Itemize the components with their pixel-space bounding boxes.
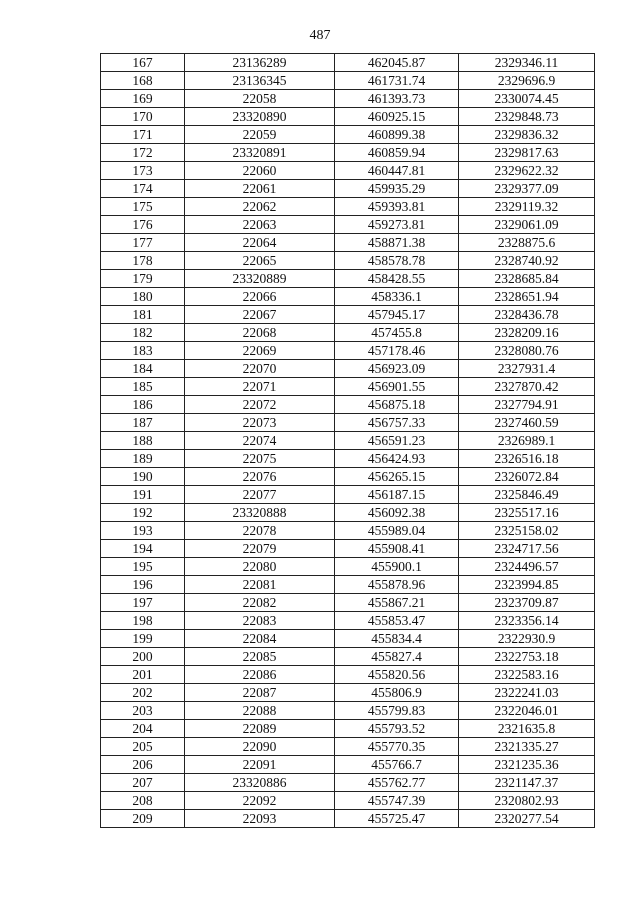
point-id-cell: 22058: [185, 90, 335, 108]
y-coordinate-cell: 2327460.59: [459, 414, 595, 432]
table-row: [101, 720, 595, 738]
row-number-cell: 205: [101, 738, 185, 756]
table-row: [101, 342, 595, 360]
point-id-cell: 22083: [185, 612, 335, 630]
y-coordinate-cell: 2327931.4: [459, 360, 595, 378]
y-coordinate-cell: 2323994.85: [459, 576, 595, 594]
row-number-cell: 207: [101, 774, 185, 792]
y-coordinate-cell: 2322753.18: [459, 648, 595, 666]
row-number-cell: 186: [101, 396, 185, 414]
table-row: [101, 612, 595, 630]
y-coordinate-cell: 2320802.93: [459, 792, 595, 810]
table-row: [101, 162, 595, 180]
y-coordinate-cell: 2320277.54: [459, 810, 595, 828]
table-row: [101, 252, 595, 270]
table-row: [101, 270, 595, 288]
table-row: [101, 324, 595, 342]
x-coordinate-cell: 460859.94: [335, 144, 459, 162]
table-body: [101, 54, 595, 828]
row-number-cell: 202: [101, 684, 185, 702]
row-number-cell: 179: [101, 270, 185, 288]
table-row: [101, 126, 595, 144]
y-coordinate-cell: 2321235.36: [459, 756, 595, 774]
point-id-cell: 22059: [185, 126, 335, 144]
row-number-cell: 167: [101, 54, 185, 72]
y-coordinate-cell: 2322241.03: [459, 684, 595, 702]
y-coordinate-cell: 2329817.63: [459, 144, 595, 162]
table-row: [101, 504, 595, 522]
x-coordinate-cell: 455834.4: [335, 630, 459, 648]
row-number-cell: 185: [101, 378, 185, 396]
point-id-cell: 22062: [185, 198, 335, 216]
row-number-cell: 203: [101, 702, 185, 720]
y-coordinate-cell: 2326989.1: [459, 432, 595, 450]
y-coordinate-cell: 2323356.14: [459, 612, 595, 630]
x-coordinate-cell: 458578.78: [335, 252, 459, 270]
y-coordinate-cell: 2324717.56: [459, 540, 595, 558]
point-id-cell: 22091: [185, 756, 335, 774]
y-coordinate-cell: 2324496.57: [459, 558, 595, 576]
row-number-cell: 188: [101, 432, 185, 450]
y-coordinate-cell: 2330074.45: [459, 90, 595, 108]
row-number-cell: 180: [101, 288, 185, 306]
table-row: [101, 468, 595, 486]
y-coordinate-cell: 2322046.01: [459, 702, 595, 720]
table-row: [101, 522, 595, 540]
row-number-cell: 200: [101, 648, 185, 666]
point-id-cell: 22066: [185, 288, 335, 306]
table-row: [101, 666, 595, 684]
y-coordinate-cell: 2328209.16: [459, 324, 595, 342]
row-number-cell: 209: [101, 810, 185, 828]
row-number-cell: 175: [101, 198, 185, 216]
table-row: [101, 648, 595, 666]
point-id-cell: 22087: [185, 684, 335, 702]
point-id-cell: 23320891: [185, 144, 335, 162]
y-coordinate-cell: 2328080.76: [459, 342, 595, 360]
table-row: [101, 810, 595, 828]
y-coordinate-cell: 2322583.16: [459, 666, 595, 684]
row-number-cell: 208: [101, 792, 185, 810]
row-number-cell: 194: [101, 540, 185, 558]
table-row: [101, 756, 595, 774]
table-row: [101, 198, 595, 216]
x-coordinate-cell: 461731.74: [335, 72, 459, 90]
y-coordinate-cell: 2326072.84: [459, 468, 595, 486]
x-coordinate-cell: 455827.4: [335, 648, 459, 666]
x-coordinate-cell: 456901.55: [335, 378, 459, 396]
y-coordinate-cell: 2329696.9: [459, 72, 595, 90]
y-coordinate-cell: 2329119.32: [459, 198, 595, 216]
x-coordinate-cell: 460447.81: [335, 162, 459, 180]
row-number-cell: 197: [101, 594, 185, 612]
x-coordinate-cell: 457455.8: [335, 324, 459, 342]
table-row: [101, 288, 595, 306]
x-coordinate-cell: 459935.29: [335, 180, 459, 198]
x-coordinate-cell: 455799.83: [335, 702, 459, 720]
point-id-cell: 22072: [185, 396, 335, 414]
table-row: [101, 144, 595, 162]
row-number-cell: 204: [101, 720, 185, 738]
point-id-cell: 22060: [185, 162, 335, 180]
table-row: [101, 378, 595, 396]
point-id-cell: 23136345: [185, 72, 335, 90]
x-coordinate-cell: 458336.1: [335, 288, 459, 306]
row-number-cell: 196: [101, 576, 185, 594]
y-coordinate-cell: 2329848.73: [459, 108, 595, 126]
x-coordinate-cell: 462045.87: [335, 54, 459, 72]
row-number-cell: 177: [101, 234, 185, 252]
y-coordinate-cell: 2321635.8: [459, 720, 595, 738]
y-coordinate-cell: 2321335.27: [459, 738, 595, 756]
table-row: [101, 234, 595, 252]
table-row: [101, 702, 595, 720]
y-coordinate-cell: 2328740.92: [459, 252, 595, 270]
point-id-cell: 22074: [185, 432, 335, 450]
table-row: [101, 594, 595, 612]
row-number-cell: 206: [101, 756, 185, 774]
table-row: [101, 72, 595, 90]
row-number-cell: 169: [101, 90, 185, 108]
x-coordinate-cell: 456424.93: [335, 450, 459, 468]
table-row: [101, 108, 595, 126]
x-coordinate-cell: 461393.73: [335, 90, 459, 108]
y-coordinate-cell: 2327794.91: [459, 396, 595, 414]
y-coordinate-cell: 2325517.16: [459, 504, 595, 522]
point-id-cell: 23320890: [185, 108, 335, 126]
row-number-cell: 192: [101, 504, 185, 522]
point-id-cell: 22076: [185, 468, 335, 486]
point-id-cell: 22089: [185, 720, 335, 738]
row-number-cell: 184: [101, 360, 185, 378]
x-coordinate-cell: 455770.35: [335, 738, 459, 756]
row-number-cell: 193: [101, 522, 185, 540]
table-row: [101, 576, 595, 594]
y-coordinate-cell: 2327870.42: [459, 378, 595, 396]
y-coordinate-cell: 2329836.32: [459, 126, 595, 144]
point-id-cell: 22085: [185, 648, 335, 666]
point-id-cell: 22092: [185, 792, 335, 810]
x-coordinate-cell: 456875.18: [335, 396, 459, 414]
point-id-cell: 23320889: [185, 270, 335, 288]
point-id-cell: 22070: [185, 360, 335, 378]
page-number: 487: [309, 28, 331, 43]
x-coordinate-cell: 458871.38: [335, 234, 459, 252]
y-coordinate-cell: 2329622.32: [459, 162, 595, 180]
x-coordinate-cell: 455900.1: [335, 558, 459, 576]
x-coordinate-cell: 456092.38: [335, 504, 459, 522]
x-coordinate-cell: 460925.15: [335, 108, 459, 126]
point-id-cell: 22081: [185, 576, 335, 594]
x-coordinate-cell: 455820.56: [335, 666, 459, 684]
y-coordinate-cell: 2328651.94: [459, 288, 595, 306]
row-number-cell: 171: [101, 126, 185, 144]
row-number-cell: 199: [101, 630, 185, 648]
row-number-cell: 183: [101, 342, 185, 360]
x-coordinate-cell: 455762.77: [335, 774, 459, 792]
point-id-cell: 22071: [185, 378, 335, 396]
table-row: [101, 414, 595, 432]
y-coordinate-cell: 2322930.9: [459, 630, 595, 648]
point-id-cell: 22078: [185, 522, 335, 540]
table-row: [101, 558, 595, 576]
point-id-cell: 22067: [185, 306, 335, 324]
x-coordinate-cell: 455766.7: [335, 756, 459, 774]
x-coordinate-cell: 455747.39: [335, 792, 459, 810]
table-row: [101, 630, 595, 648]
y-coordinate-cell: 2323709.87: [459, 594, 595, 612]
row-number-cell: 201: [101, 666, 185, 684]
table-row: [101, 432, 595, 450]
table-row: [101, 90, 595, 108]
coordinates-table: [100, 53, 595, 828]
row-number-cell: 174: [101, 180, 185, 198]
table-row: [101, 540, 595, 558]
row-number-cell: 187: [101, 414, 185, 432]
point-id-cell: 23136289: [185, 54, 335, 72]
point-id-cell: 22080: [185, 558, 335, 576]
point-id-cell: 22065: [185, 252, 335, 270]
row-number-cell: 182: [101, 324, 185, 342]
row-number-cell: 181: [101, 306, 185, 324]
point-id-cell: 22064: [185, 234, 335, 252]
table-row: [101, 738, 595, 756]
table-row: [101, 450, 595, 468]
table-row: [101, 216, 595, 234]
point-id-cell: 22061: [185, 180, 335, 198]
table-row: [101, 54, 595, 72]
row-number-cell: 190: [101, 468, 185, 486]
x-coordinate-cell: 455867.21: [335, 594, 459, 612]
y-coordinate-cell: 2325846.49: [459, 486, 595, 504]
table-row: [101, 684, 595, 702]
table-row: [101, 486, 595, 504]
x-coordinate-cell: 455989.04: [335, 522, 459, 540]
point-id-cell: 22088: [185, 702, 335, 720]
y-coordinate-cell: 2326516.18: [459, 450, 595, 468]
row-number-cell: 178: [101, 252, 185, 270]
y-coordinate-cell: 2325158.02: [459, 522, 595, 540]
y-coordinate-cell: 2329377.09: [459, 180, 595, 198]
row-number-cell: 172: [101, 144, 185, 162]
x-coordinate-cell: 455908.41: [335, 540, 459, 558]
y-coordinate-cell: 2328875.6: [459, 234, 595, 252]
x-coordinate-cell: 456187.15: [335, 486, 459, 504]
x-coordinate-cell: 460899.38: [335, 126, 459, 144]
y-coordinate-cell: 2329061.09: [459, 216, 595, 234]
y-coordinate-cell: 2321147.37: [459, 774, 595, 792]
x-coordinate-cell: 455793.52: [335, 720, 459, 738]
x-coordinate-cell: 455806.9: [335, 684, 459, 702]
point-id-cell: 22084: [185, 630, 335, 648]
point-id-cell: 22073: [185, 414, 335, 432]
x-coordinate-cell: 456757.33: [335, 414, 459, 432]
x-coordinate-cell: 459393.81: [335, 198, 459, 216]
table-row: [101, 396, 595, 414]
row-number-cell: 189: [101, 450, 185, 468]
point-id-cell: 22079: [185, 540, 335, 558]
x-coordinate-cell: 457178.46: [335, 342, 459, 360]
x-coordinate-cell: 457945.17: [335, 306, 459, 324]
point-id-cell: 22069: [185, 342, 335, 360]
table-row: [101, 792, 595, 810]
row-number-cell: 191: [101, 486, 185, 504]
table-row: [101, 774, 595, 792]
row-number-cell: 170: [101, 108, 185, 126]
point-id-cell: 23320886: [185, 774, 335, 792]
x-coordinate-cell: 459273.81: [335, 216, 459, 234]
x-coordinate-cell: 456591.23: [335, 432, 459, 450]
point-id-cell: 22077: [185, 486, 335, 504]
x-coordinate-cell: 455878.96: [335, 576, 459, 594]
point-id-cell: 23320888: [185, 504, 335, 522]
table-row: [101, 306, 595, 324]
point-id-cell: 22090: [185, 738, 335, 756]
row-number-cell: 198: [101, 612, 185, 630]
point-id-cell: 22075: [185, 450, 335, 468]
point-id-cell: 22086: [185, 666, 335, 684]
x-coordinate-cell: 456923.09: [335, 360, 459, 378]
x-coordinate-cell: 455853.47: [335, 612, 459, 630]
table-row: [101, 360, 595, 378]
y-coordinate-cell: 2329346.11: [459, 54, 595, 72]
y-coordinate-cell: 2328436.78: [459, 306, 595, 324]
table-row: [101, 180, 595, 198]
point-id-cell: 22082: [185, 594, 335, 612]
point-id-cell: 22063: [185, 216, 335, 234]
x-coordinate-cell: 456265.15: [335, 468, 459, 486]
point-id-cell: 22093: [185, 810, 335, 828]
y-coordinate-cell: 2328685.84: [459, 270, 595, 288]
x-coordinate-cell: 458428.55: [335, 270, 459, 288]
row-number-cell: 176: [101, 216, 185, 234]
row-number-cell: 195: [101, 558, 185, 576]
row-number-cell: 168: [101, 72, 185, 90]
x-coordinate-cell: 455725.47: [335, 810, 459, 828]
point-id-cell: 22068: [185, 324, 335, 342]
row-number-cell: 173: [101, 162, 185, 180]
